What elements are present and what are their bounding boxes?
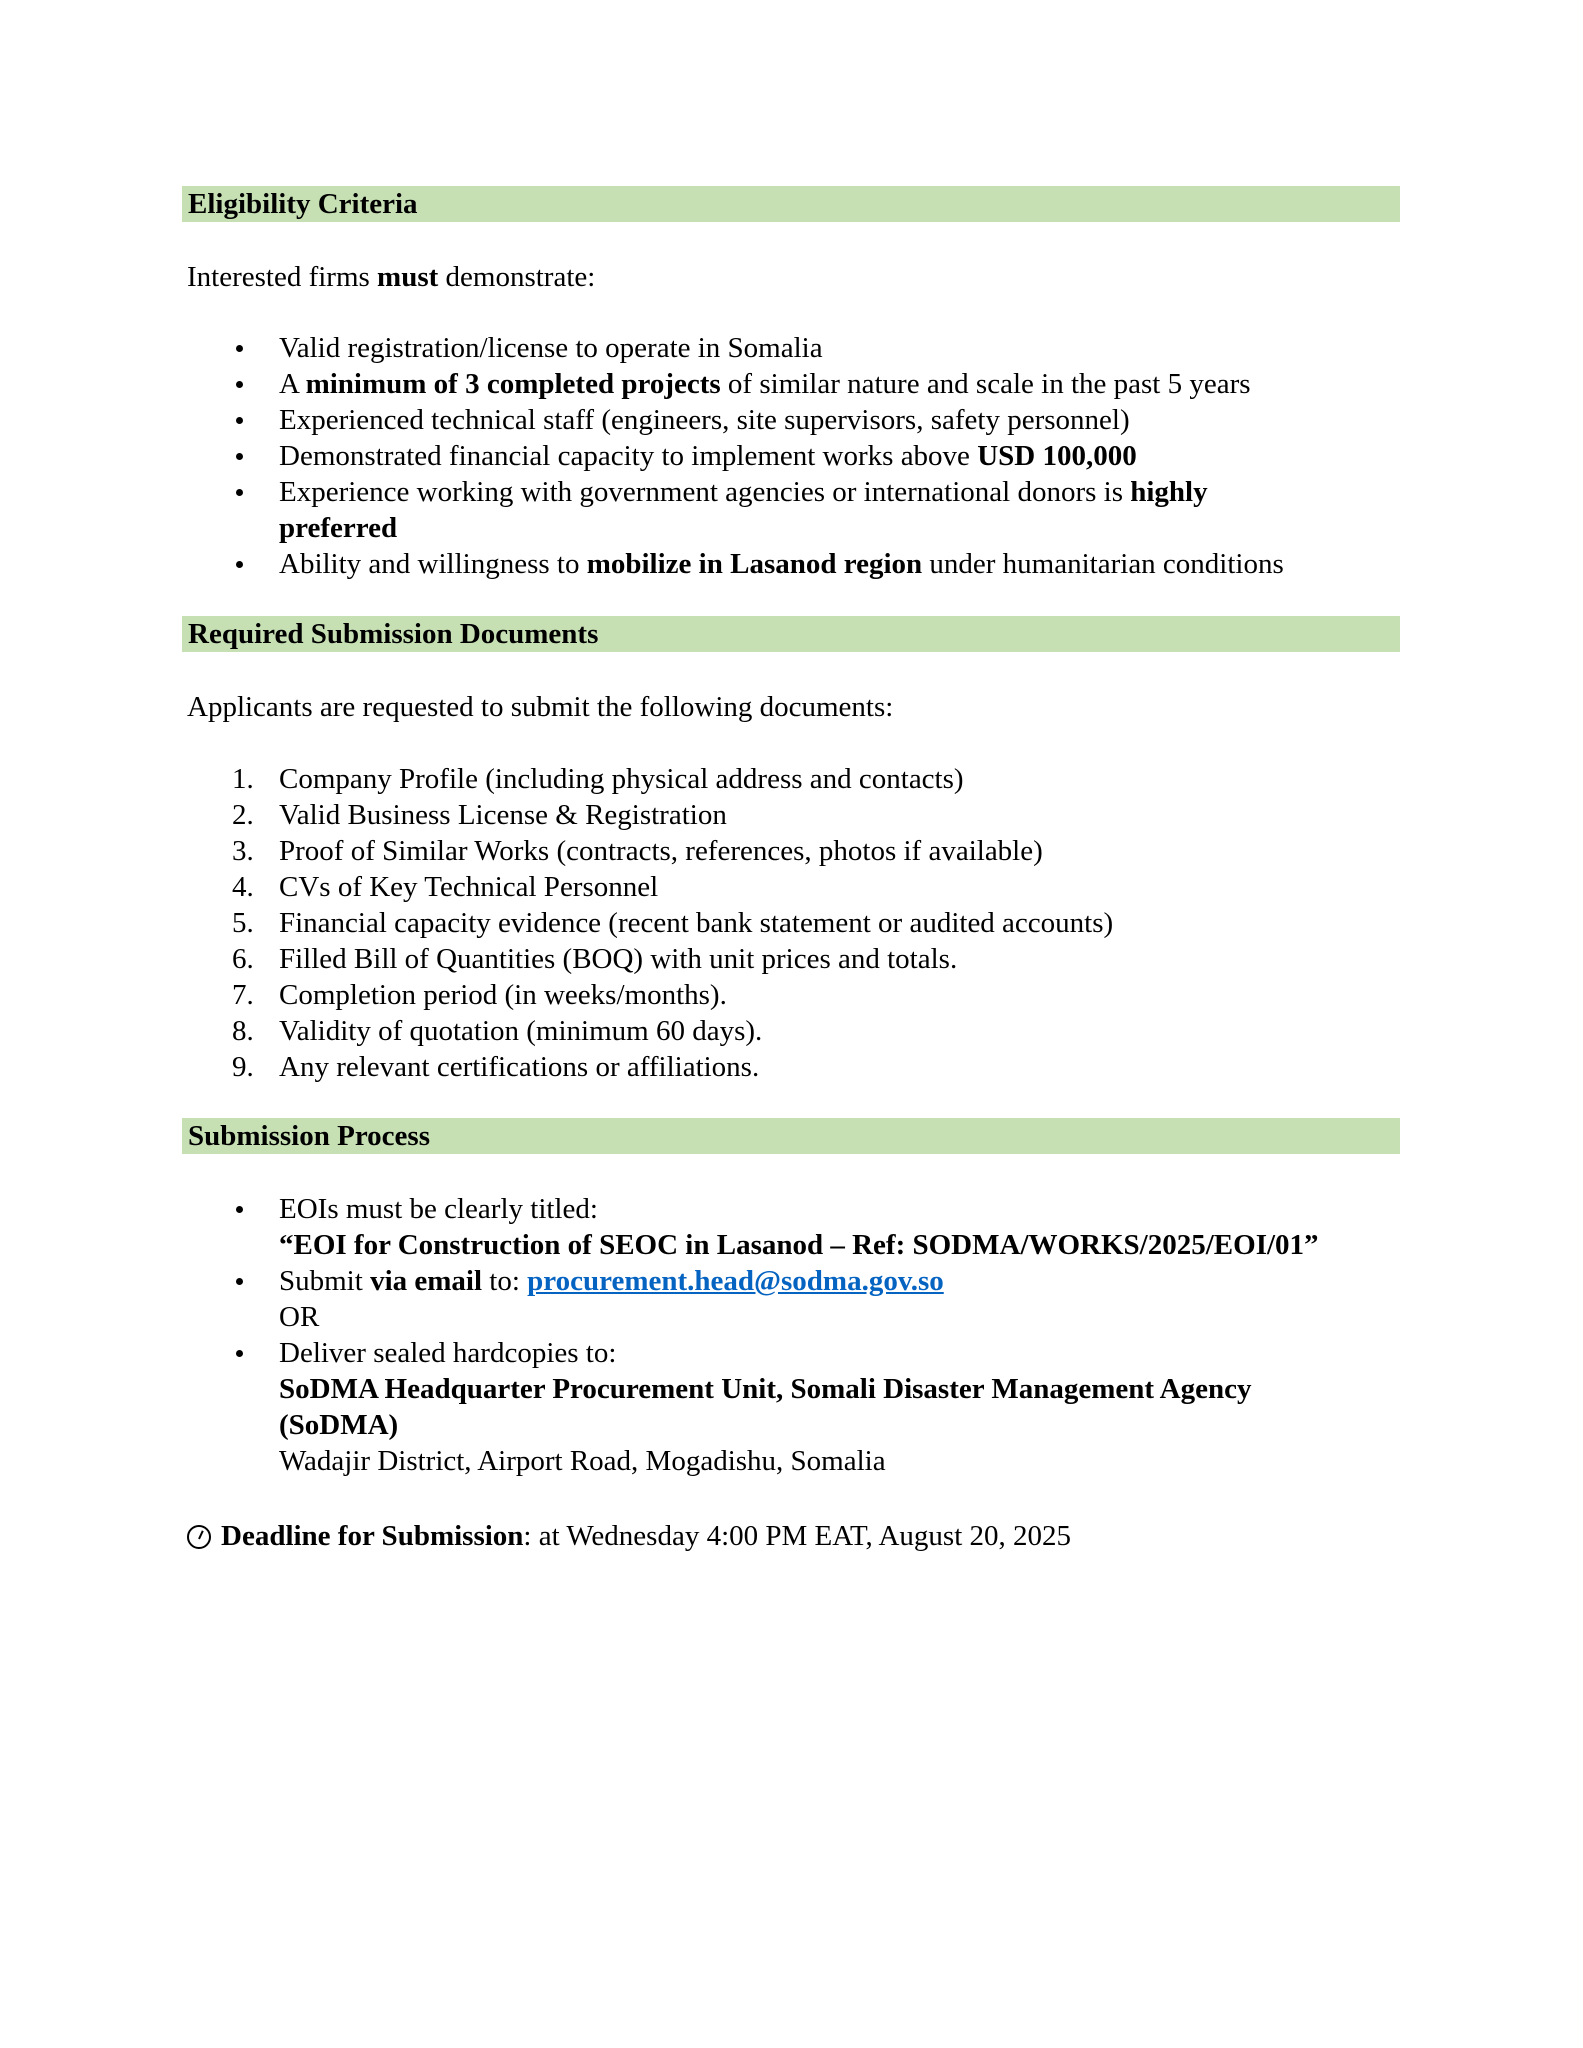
item-bold: USD 100,000 — [977, 440, 1137, 472]
item-bold: highly — [1130, 476, 1208, 508]
list-item — [0, 761, 1113, 797]
item-number: 5. — [232, 907, 254, 939]
item-text: A — [279, 368, 306, 400]
eoi-title: “EOI for Construction of SEOC in Lasanod – Ref: SODMA/WORKS/2025/EOI/01” — [279, 1229, 1319, 1261]
list-item — [0, 1049, 1113, 1085]
email-text-mid: to: — [482, 1265, 528, 1297]
item-text: Demonstrated financial capacity to implement works above — [279, 440, 978, 472]
email-link[interactable]: procurement.head@sodma.gov.so — [527, 1265, 944, 1297]
title-instruction: EOIs must be clearly titled: — [279, 1193, 598, 1225]
list-item — [0, 366, 1284, 402]
deadline-label: Deadline for Submission — [221, 1520, 524, 1552]
item-text: Valid Business License & Registration — [279, 799, 727, 831]
eligibility-list — [0, 330, 1284, 582]
eligibility-intro — [187, 259, 595, 295]
item-number: 6. — [232, 943, 254, 975]
or-text: OR — [279, 1301, 320, 1333]
documents-list — [0, 761, 1113, 1085]
item-text: CVs of Key Technical Personnel — [279, 871, 659, 903]
org-abbrev: (SoDMA) — [279, 1409, 399, 1441]
item-text: Any relevant certifications or affiliations. — [279, 1051, 760, 1083]
process-heading: Submission Process — [182, 1118, 1400, 1154]
item-text: Valid registration/license to operate in Somalia — [279, 332, 823, 364]
list-item — [0, 1013, 1113, 1049]
item-text: Validity of quotation (minimum 60 days). — [279, 1015, 763, 1047]
item-text-end: of similar nature and scale in the past 5 years — [720, 368, 1251, 400]
list-item — [0, 977, 1113, 1013]
list-item — [0, 1191, 1319, 1263]
item-text: Company Profile (including physical address and contacts) — [279, 763, 964, 795]
item-number: 9. — [232, 1051, 254, 1083]
list-item — [0, 546, 1284, 582]
eligibility-heading: Eligibility Criteria — [182, 186, 1400, 222]
list-item — [0, 402, 1284, 438]
item-bold: mobilize in Lasanod region — [586, 548, 923, 580]
list-item — [0, 1335, 1319, 1479]
list-item — [0, 438, 1284, 474]
item-number: 4. — [232, 871, 254, 903]
list-item — [0, 833, 1113, 869]
email-bold: via email — [370, 1265, 483, 1297]
deliver-text: Deliver sealed hardcopies to: — [279, 1337, 617, 1369]
item-bold: minimum of 3 completed projects — [305, 368, 721, 400]
address: Wadajir District, Airport Road, Mogadishu, Somalia — [279, 1445, 886, 1477]
item-bold-wrap: preferred — [279, 512, 398, 544]
item-text: Financial capacity evidence (recent bank statement or audited accounts) — [279, 907, 1114, 939]
list-item — [0, 330, 1284, 366]
list-item — [0, 797, 1113, 833]
list-item — [0, 869, 1113, 905]
item-text: Completion period (in weeks/months). — [279, 979, 727, 1011]
item-text: Proof of Similar Works (contracts, references, photos if available) — [279, 835, 1043, 867]
deadline-line — [187, 1518, 1071, 1554]
intro-text-end: demonstrate: — [438, 261, 596, 293]
list-item — [0, 1263, 1319, 1335]
item-text: Ability and willingness to — [279, 548, 587, 580]
org-name: SoDMA Headquarter Procurement Unit, Somali Disaster Management Agency — [279, 1373, 1252, 1405]
item-text: Filled Bill of Quantities (BOQ) with unit prices and totals. — [279, 943, 958, 975]
item-number: 7. — [232, 979, 254, 1011]
intro-text: Interested firms — [187, 261, 378, 293]
item-number: 8. — [232, 1015, 254, 1047]
documents-intro: Applicants are requested to submit the following documents: — [187, 691, 894, 723]
list-item — [0, 905, 1113, 941]
intro-bold: must — [377, 261, 439, 293]
list-item — [0, 474, 1284, 546]
clock-icon — [187, 1525, 211, 1549]
item-text: Experienced technical staff (engineers, site supervisors, safety personnel) — [279, 404, 1130, 436]
item-text-end: under humanitarian conditions — [922, 548, 1284, 580]
item-text: Experience working with government agencies or international donors is — [279, 476, 1131, 508]
email-text: Submit — [279, 1265, 371, 1297]
deadline-value: : at Wednesday 4:00 PM EAT, August 20, 2025 — [523, 1520, 1071, 1552]
process-list — [0, 1191, 1319, 1479]
item-number: 2. — [232, 799, 254, 831]
item-number: 1. — [232, 763, 254, 795]
documents-heading: Required Submission Documents — [182, 616, 1400, 652]
list-item — [0, 941, 1113, 977]
item-number: 3. — [232, 835, 254, 867]
